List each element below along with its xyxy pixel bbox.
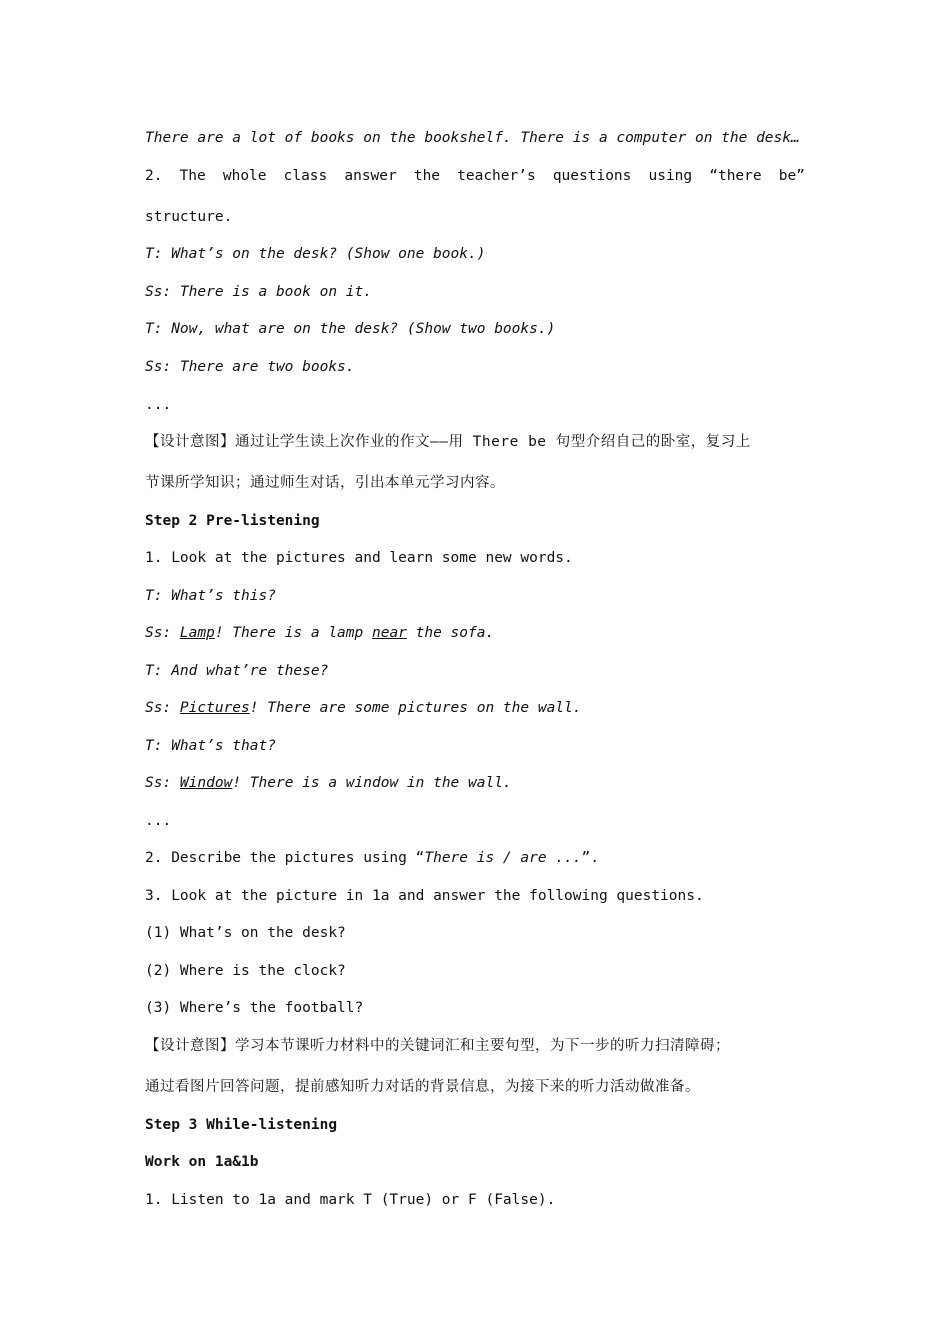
design-intent-note: 【设计意图】通过让学生读上次作业的作文——用 There be 句型介绍自己的卧室，复习上 <box>145 434 751 450</box>
dialogue-line: T: What’s this? <box>145 588 276 604</box>
question-item: (1) What’s on the desk? <box>145 925 346 941</box>
dialogue-line: Ss: There is a book on it. <box>145 284 372 300</box>
text-line-justified <box>145 166 805 186</box>
word: the <box>413 168 441 184</box>
text-line: 1. Look at the pictures and learn some new words. <box>145 550 573 566</box>
word: The <box>179 168 206 184</box>
word: questions <box>552 168 632 184</box>
design-intent-note: 节课所学知识；通过师生对话，引出本单元学习内容。 <box>145 475 505 491</box>
dialogue-line: T: What’s that? <box>145 738 276 754</box>
question-item: (3) Where’s the football? <box>145 1000 364 1016</box>
design-intent-note: 通过看图片回答问题，提前感知听力对话的背景信息，为接下来的听力活动做准备。 <box>145 1079 700 1095</box>
vocab-word: Lamp <box>179 625 215 641</box>
dialogue-line: T: And what’re these? <box>145 663 329 679</box>
word: “there <box>709 168 762 184</box>
dialogue-line: Ss: Window! There is a window in the wall. <box>145 775 512 791</box>
word: 2. <box>145 168 163 184</box>
word: be” <box>778 168 805 184</box>
ellipsis: ... <box>145 397 172 413</box>
ellipsis: ... <box>145 813 172 829</box>
question-item: (2) Where is the clock? <box>145 963 346 979</box>
text-line: 3. Look at the picture in 1a and answer the following questions. <box>145 888 704 904</box>
text-line: structure. <box>145 209 233 225</box>
dialogue-line: Ss: Pictures! There are some pictures on the wall. <box>145 700 582 716</box>
vocab-word: near <box>371 625 407 641</box>
text-line: 1. Listen to 1a and mark T (True) or F (False). <box>145 1192 556 1208</box>
section-heading: Step 3 While-listening <box>145 1117 338 1133</box>
section-heading: Step 2 Pre-listening <box>145 513 320 529</box>
text-line: There are a lot of books on the bookshelf. There is a computer on the desk… <box>145 130 800 146</box>
word: class <box>283 168 328 184</box>
word: teacher’s <box>457 168 536 184</box>
vocab-word: Pictures <box>179 700 250 716</box>
dialogue-line: T: Now, what are on the desk? (Show two books.) <box>145 321 556 337</box>
word: using <box>648 168 693 184</box>
word: answer <box>344 168 397 184</box>
vocab-word: Window <box>179 775 233 791</box>
dialogue-line: T: What’s on the desk? (Show one book.) <box>145 246 486 262</box>
text-line: 2. Describe the pictures using “There is / are ...”. <box>145 850 599 866</box>
sub-heading: Work on 1a&1b <box>145 1154 259 1170</box>
dialogue-line: Ss: There are two books. <box>145 359 355 375</box>
design-intent-note: 【设计意图】学习本节课听力材料中的关键词汇和主要句型，为下一步的听力扫清障碍； <box>145 1038 730 1054</box>
word: whole <box>222 168 267 184</box>
dialogue-line: Ss: Lamp! There is a lamp near the sofa. <box>145 625 495 641</box>
